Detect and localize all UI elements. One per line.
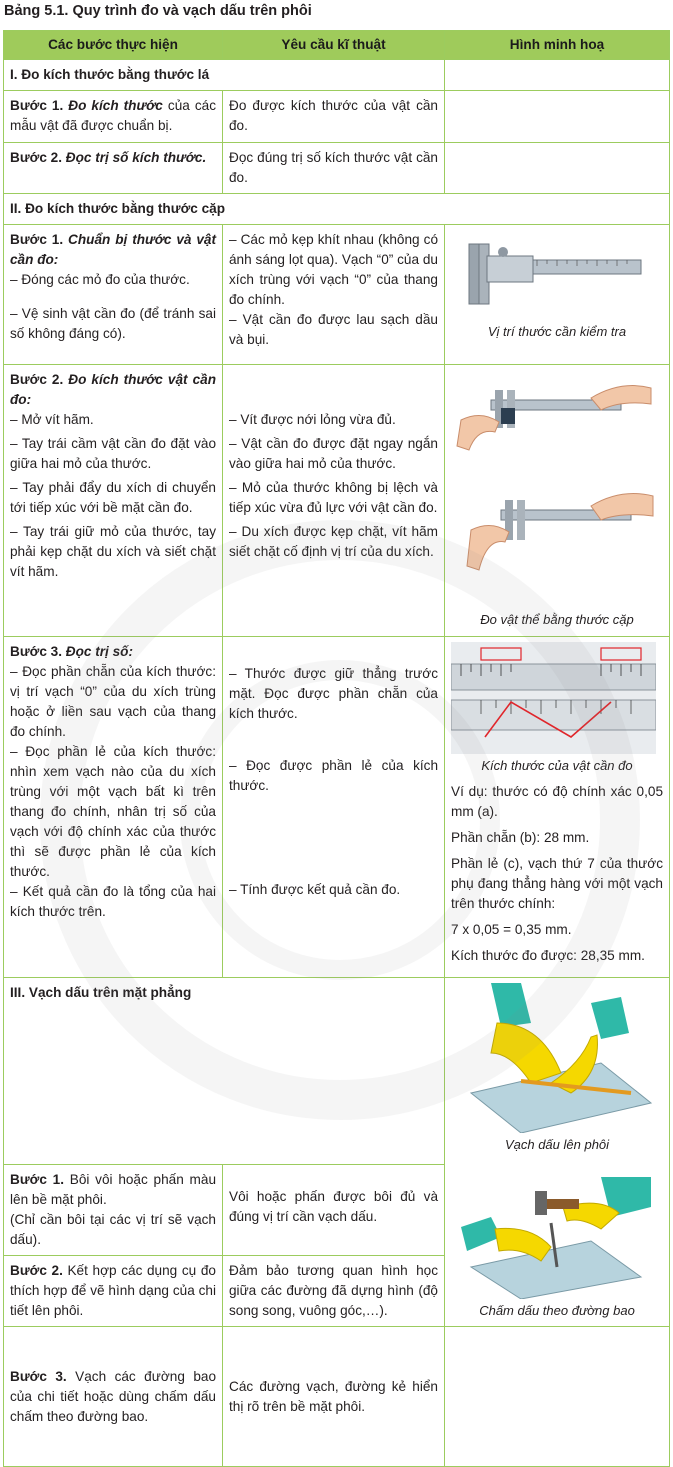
step-item: – Tay trái cầm vật cần đo đặt vào giữa hai mỏ của thước. [10, 436, 216, 471]
section-title: I. Đo kích thước bằng thước lá [4, 60, 445, 91]
header-illustration: Hình minh hoạ [445, 31, 670, 60]
section-title: II. Đo kích thước bằng thước cặp [4, 194, 670, 225]
step-cell [4, 637, 223, 978]
step-item: – Đọc phần lẻ của kích thước: nhìn xem vạch nào của du xích trùng với một vạch bất kì trên thang đo chính, nhân trị số của vạch với độ chính xác của thước thì sẽ được phần lẻ của kích thước. [10, 744, 216, 879]
requirement-item: – Thước được giữ thẳng trước mặt. Đọc được phần chẵn của kích thước. [229, 666, 438, 721]
empty-cell [445, 60, 670, 91]
section-row [4, 194, 670, 225]
step-label: Bước 1. [10, 232, 64, 247]
step-label: Bước 2. [10, 372, 64, 387]
procedure-table [3, 30, 670, 1467]
step-label: Bước 2. [10, 1263, 63, 1278]
step-text: Vạch các đường bao của chi tiết hoặc dùng chấm dấu chấm theo đường bao. [10, 1368, 217, 1424]
step-label: Bước 3. [10, 644, 62, 659]
step-item: – Tay trái giữ mỏ của thước, tay phải kẹp chặt du xích và siết chặt vít hãm. [10, 524, 216, 579]
step-item: – Mở vít hãm. [10, 412, 94, 427]
requirement-cell: Đọc đúng trị số kích thước vật cần đo. [223, 143, 445, 194]
requirement-cell: Các đường vạch, đường kẻ hiển thị rõ trên bề mặt phôi. [223, 1327, 445, 1467]
illustration-cell [445, 978, 670, 1327]
example-line: Ví dụ: thước có độ chính xác 0,05 mm (a). [451, 784, 663, 819]
empty-cell [445, 1327, 670, 1467]
step-cell [4, 91, 223, 143]
illustration-caption: Đo vật thể bằng thước cặp [480, 612, 634, 627]
requirement-cell: Vôi hoặc phấn được bôi đủ và đúng vị trí cần vạch dấu. [223, 1165, 445, 1256]
requirement-cell [223, 225, 445, 365]
step-cell [4, 1327, 223, 1467]
empty-cell [445, 91, 670, 143]
step-item: – Kết quả cần đo là tổng của hai kích thước trên. [10, 884, 216, 919]
section-row [4, 978, 670, 1165]
table-row [4, 91, 670, 143]
step-cell [4, 1256, 223, 1327]
step-text: Bôi vôi hoặc phấn màu lên bề mặt phôi. [10, 1172, 217, 1207]
section-row [4, 60, 670, 91]
step-text: Kết hợp các dụng cụ đo thích hợp để vẽ hình dạng của chi tiết lên phôi. [10, 1263, 216, 1318]
step-item: – Đóng các mỏ đo của thước. [10, 272, 190, 287]
step-label: Bước 1. [10, 98, 64, 113]
table-row [4, 365, 670, 637]
illustration-cell [445, 637, 670, 978]
step-note: (Chỉ cần bôi tại các vị trí sẽ vạch dấu). [10, 1212, 216, 1247]
header-steps: Các bước thực hiện [4, 31, 223, 60]
step-cell [4, 365, 223, 637]
example-line: Phần lẻ (c), vạch thứ 7 của thước phụ đang thẳng hàng với một vạch trên thước chính: [451, 856, 663, 911]
vernier-scale-illustration [451, 642, 656, 754]
requirement-cell: Đo được kích thước của vật cần đo. [223, 91, 445, 143]
step-cell [4, 143, 223, 194]
header-requirements: Yêu cầu kĩ thuật [223, 31, 445, 60]
step-item: – Vệ sinh vật cần đo (để tránh sai số không đáng có). [10, 306, 216, 341]
requirement-item: – Tính được kết quả cần đo. [229, 882, 401, 897]
step-label: Bước 3. [10, 1368, 67, 1384]
requirement-item: – Các mỏ kẹp khít nhau (không có ánh sáng lọt qua). Vạch “0” của du xích trùng với vạch “0” của thang đo chính. [229, 232, 438, 307]
step-emphasis: Chuẩn bị thước và vật cần đo: [10, 232, 216, 267]
table-row [4, 143, 670, 194]
caliper-illustration [451, 230, 651, 320]
requirement-item: – Vật cần đo được đặt ngay ngắn vào giữa hai mỏ của thước. [229, 436, 438, 471]
step-item: – Đọc phần chẵn của kích thước: vị trí vạch “0” của du xích trùng hoặc ở liền sau vạch của thang đo chính. [10, 664, 216, 739]
requirement-item: – Đọc được phần lẻ của kích thước. [229, 758, 438, 793]
step-label: Bước 1. [10, 1172, 64, 1187]
step-item: – Tay phải đẩy du xích di chuyển tới tiếp xúc với bề mặt cần đo. [10, 480, 216, 515]
step-text: của các mẫu vật đã được chuẩn bị. [10, 98, 216, 133]
step-label: Bước 2. [10, 150, 62, 165]
illustration-caption: Vạch dấu lên phôi [504, 1137, 610, 1152]
step-emphasis: Đọc trị số kích thước. [65, 150, 207, 165]
punching-illustration [451, 1177, 656, 1299]
example-line: Kích thước đo được: 28,35 mm. [451, 948, 645, 963]
step-emphasis: Đọc trị số: [65, 644, 133, 659]
table-title: Bảng 5.1. Quy trình đo và vạch dấu trên phôi [4, 3, 312, 19]
illustration-caption: Kích thước của vật cần đo [481, 758, 633, 773]
step-cell [4, 225, 223, 365]
example-line: Phần chẵn (b): 28 mm. [451, 830, 590, 845]
example-line: 7 x 0,05 = 0,35 mm. [451, 922, 572, 937]
marking-illustration [451, 983, 656, 1133]
step-emphasis: Đo kích thước vật cần đo: [10, 372, 216, 407]
step-emphasis: Đo kích thước [68, 98, 163, 113]
table-header-row [4, 31, 670, 60]
requirement-item: – Vít được nới lỏng vừa đủ. [229, 412, 396, 427]
requirement-cell [223, 637, 445, 978]
table-row [4, 225, 670, 365]
illustration-caption: Chấm dấu theo đường bao [479, 1303, 635, 1318]
table-row [4, 637, 670, 978]
requirement-item: – Vật cần đo được lau sạch dầu và bụi. [229, 312, 438, 347]
illustration-cell [445, 365, 670, 637]
empty-cell [445, 143, 670, 194]
illustration-caption: Vị trí thước cần kiểm tra [487, 324, 627, 339]
requirement-item: – Du xích được kẹp chặt, vít hãm siết chặt cố định vị trí của du xích. [229, 524, 438, 559]
section-title: III. Vạch dấu trên mặt phẳng [4, 978, 445, 1165]
illustration-cell [445, 225, 670, 365]
requirement-cell: Đảm bảo tương quan hình học giữa các đường đã dựng hình (độ song song, vuông góc,…). [223, 1256, 445, 1327]
measuring-hands-illustration [451, 370, 656, 608]
requirement-cell [223, 365, 445, 637]
requirement-item: – Mỏ của thước không bị lệch và tiếp xúc vừa đủ lực với vật cần đo. [229, 480, 438, 515]
step-cell [4, 1165, 223, 1256]
table-row [4, 1327, 670, 1467]
